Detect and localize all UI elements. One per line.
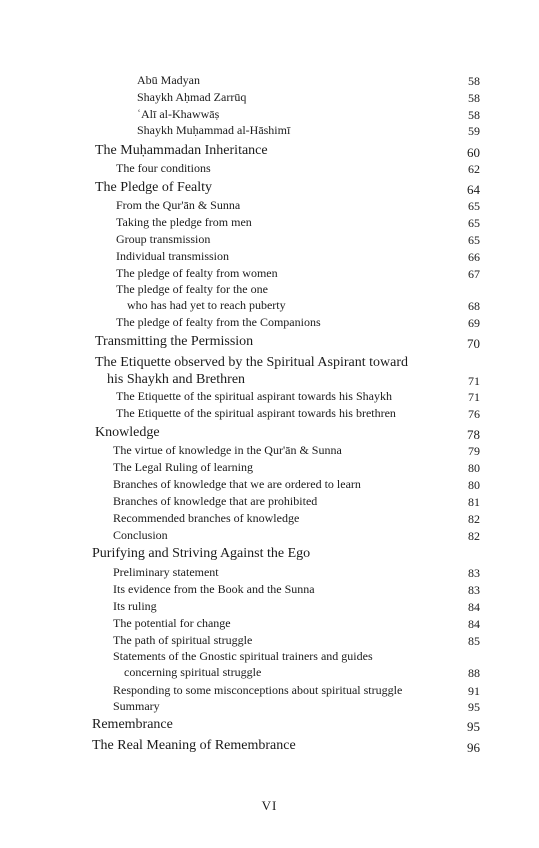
- toc-entry-title: Statements of the Gnostic spiritual trainers and guides: [113, 649, 373, 663]
- toc-entry-page: 59: [468, 124, 480, 138]
- toc-entry-title: Conclusion: [113, 528, 168, 542]
- toc-entry-page: 80: [468, 461, 480, 475]
- toc-entry-page: 88: [468, 666, 480, 680]
- toc-section-title: The Muḥammadan Inheritance: [95, 143, 268, 158]
- toc-entry-title: The Etiquette of the spiritual aspirant towards his Shaykh: [116, 389, 392, 403]
- toc-section-title: Remembrance: [92, 717, 173, 732]
- toc-entry-title-continuation: who has had yet to reach puberty: [127, 298, 286, 312]
- toc-section-title: The Etiquette observed by the Spiritual Aspirant toward: [95, 355, 408, 370]
- toc-entry-page: 84: [468, 617, 480, 631]
- toc-entry-page: 79: [468, 444, 480, 458]
- toc-entry-page: 60: [467, 145, 480, 160]
- toc-entry-title: Taking the pledge from men: [116, 215, 252, 229]
- toc-entry-title: Its evidence from the Book and the Sunna: [113, 582, 315, 596]
- toc-entry-title: The pledge of fealty for the one: [116, 282, 268, 296]
- toc-entry-page: 95: [467, 719, 480, 734]
- toc-entry-page: 96: [467, 740, 480, 755]
- toc-entry-title: Branches of knowledge that we are ordered to learn: [113, 477, 361, 491]
- toc-entry-page: 76: [468, 407, 480, 421]
- toc-entry-title: Abū Madyan: [137, 73, 200, 87]
- toc-entry-page: 78: [467, 427, 480, 442]
- toc-entry-title: The Legal Ruling of learning: [113, 460, 253, 474]
- toc-entry-page: 70: [467, 336, 480, 351]
- toc-entry-page: 66: [468, 250, 480, 264]
- toc-entry-page: 65: [468, 199, 480, 213]
- toc-entry-page: 65: [468, 216, 480, 230]
- toc-entry-title: Individual transmission: [116, 249, 229, 263]
- toc-entry-title: The pledge of fealty from women: [116, 266, 278, 280]
- toc-entry-page: 82: [468, 512, 480, 526]
- toc-entry-page: 58: [468, 91, 480, 105]
- toc-entry-page: 81: [468, 495, 480, 509]
- toc-entry-title: The pledge of fealty from the Companions: [116, 315, 321, 329]
- toc-entry-page: 95: [468, 700, 480, 714]
- toc-entry-title: Its ruling: [113, 599, 157, 613]
- toc-entry-page: 65: [468, 233, 480, 247]
- toc-entry-page: 68: [468, 299, 480, 313]
- toc-entry-title: Shaykh Muḥammad al-Hāshimī: [137, 123, 291, 137]
- toc-entry-title: Responding to some misconceptions about spiritual struggle: [113, 683, 403, 697]
- toc-section-title: Transmitting the Permission: [95, 334, 254, 349]
- toc-entry-page: 69: [468, 316, 480, 330]
- toc-entry-page: 62: [468, 162, 480, 176]
- toc-entry-page: 85: [468, 634, 480, 648]
- toc-entry-page: 82: [468, 529, 480, 543]
- toc-section-title: The Real Meaning of Remembrance: [92, 738, 296, 753]
- toc-entry-title: The potential for change: [113, 616, 231, 630]
- toc-section-title: Purifying and Striving Against the Ego: [92, 546, 311, 561]
- toc-section-title: Knowledge: [95, 425, 160, 440]
- toc-entry-title: Branches of knowledge that are prohibited: [113, 494, 318, 508]
- toc-entry-page: 58: [468, 74, 480, 88]
- page-folio: VI: [261, 798, 278, 813]
- toc-entry-title: Recommended branches of knowledge: [113, 511, 300, 525]
- toc-entry-page: 64: [467, 182, 480, 197]
- toc-entry-title: The Etiquette of the spiritual aspirant towards his brethren: [116, 406, 396, 420]
- toc-entry-page: 58: [468, 108, 480, 122]
- toc-entry-title: ʿAlī al-Khawwāṣ: [137, 107, 220, 121]
- toc-entry-title: Shaykh Aḥmad Zarrūq: [137, 90, 247, 104]
- toc-entry-page: 91: [468, 684, 480, 698]
- toc-entry-title: Group transmission: [116, 232, 211, 246]
- toc-section-title: The Pledge of Fealty: [95, 180, 213, 195]
- toc-entry-page: 71: [468, 390, 480, 404]
- toc-entry-title: From the Qur'ān & Sunna: [116, 198, 241, 212]
- toc-entry-title: The four conditions: [116, 161, 211, 175]
- toc-entry-title: Preliminary statement: [113, 565, 219, 579]
- toc-entry-title: The virtue of knowledge in the Qur'ān & Sunna: [113, 443, 342, 457]
- toc-entry-title-continuation: concerning spiritual struggle: [124, 665, 262, 679]
- toc-entry-page: 80: [468, 478, 480, 492]
- toc-entry-page: 83: [468, 566, 480, 580]
- toc-entry-page: 84: [468, 600, 480, 614]
- toc-section-title-continuation: his Shaykh and Brethren: [107, 372, 246, 387]
- toc-entry-page: 71: [468, 374, 480, 388]
- toc-entry-page: 83: [468, 583, 480, 597]
- toc-entry-page: 67: [468, 267, 480, 281]
- toc-entry-title: The path of spiritual struggle: [113, 633, 253, 647]
- toc-entry-title: Summary: [113, 699, 160, 713]
